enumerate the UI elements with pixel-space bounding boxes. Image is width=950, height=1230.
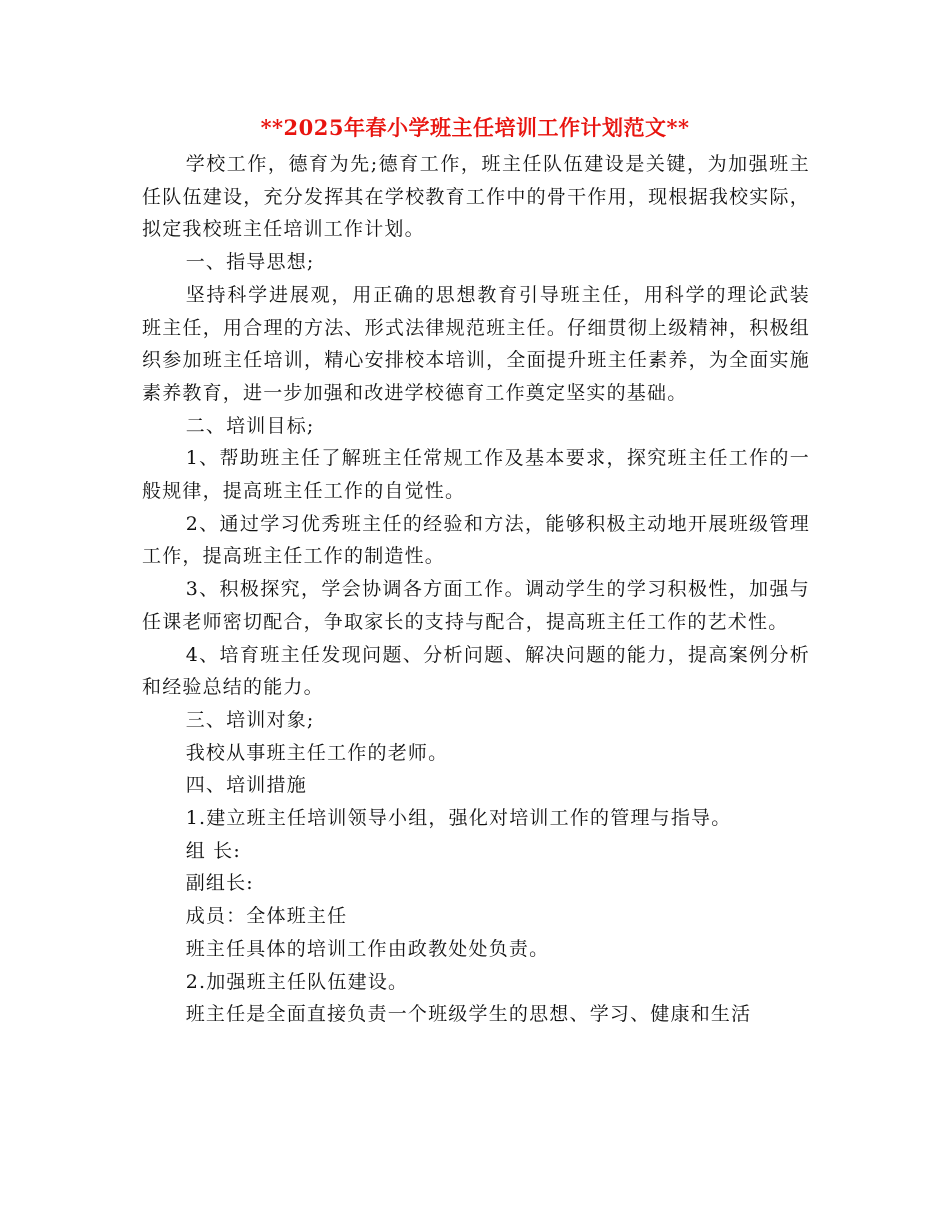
paragraph-members: 成员：全体班主任 — [185, 905, 348, 928]
paragraph-goal-2: 2、通过学习优秀班主任的经验和方法，能够积极主动地开展班级管理工作，提高班主任工作的制造性。 — [142, 512, 810, 568]
paragraph-guiding-ideology: 坚持科学进展观，用正确的思想教育引导班主任，用科学的理论武装班主任，用合理的方法、形式法律规范班主任。仔细贯彻上级精神，积极组织参加班主任培训，精心安排校本培训，全面提升班主任素养，为全面实施素养教育，进一步加强和改进学校德育工作奠定坚实的基础。 — [142, 283, 810, 404]
paragraph-class-teacher-role: 班主任是全面直接负责一个班级学生的思想、学习、健康和生活 — [185, 1003, 752, 1026]
paragraph-responsibility: 班主任具体的培训工作由政教处处负责。 — [185, 937, 550, 960]
document-body — [142, 148, 810, 1031]
paragraph-intro: 学校工作，德育为先;德育工作，班主任队伍建设是关键，为加强班主任队伍建设，充分发挥其在学校教育工作中的骨干作用，现根据我校实际，拟定我校班主任培训工作计划。 — [142, 153, 810, 241]
section-heading-guiding-ideology: 一、指导思想; — [185, 251, 315, 274]
paragraph-training-targets: 我校从事班主任工作的老师。 — [185, 741, 449, 764]
section-heading-training-goals: 二、培训目标; — [185, 414, 315, 437]
paragraph-measure-2: 2.加强班主任队伍建设。 — [185, 970, 409, 993]
section-heading-training-measures: 四、培训措施 — [185, 774, 307, 797]
paragraph-goal-4: 4、培育班主任发现问题、分析问题、解决问题的能力，提高案例分析和经验总结的能力。 — [142, 643, 810, 699]
paragraph-goal-3: 3、积极探究，学会协调各方面工作。调动学生的学习积极性，加强与任课老师密切配合，争取家长的支持与配合，提高班主任工作的艺术性。 — [142, 578, 810, 633]
paragraph-measure-1: 1.建立班主任培训领导小组，强化对培训工作的管理与指导。 — [185, 807, 732, 830]
paragraph-group-leader: 组 长: — [185, 839, 241, 862]
section-heading-training-targets: 三、培训对象; — [185, 708, 315, 731]
document-title: **2025年春小学班主任培训工作计划范文** — [260, 115, 690, 140]
paragraph-deputy-leader: 副组长: — [185, 872, 254, 895]
paragraph-goal-1: 1、帮助班主任了解班主任常规工作及基本要求，探究班主任工作的一般规律，提高班主任工作的自觉性。 — [142, 447, 810, 503]
